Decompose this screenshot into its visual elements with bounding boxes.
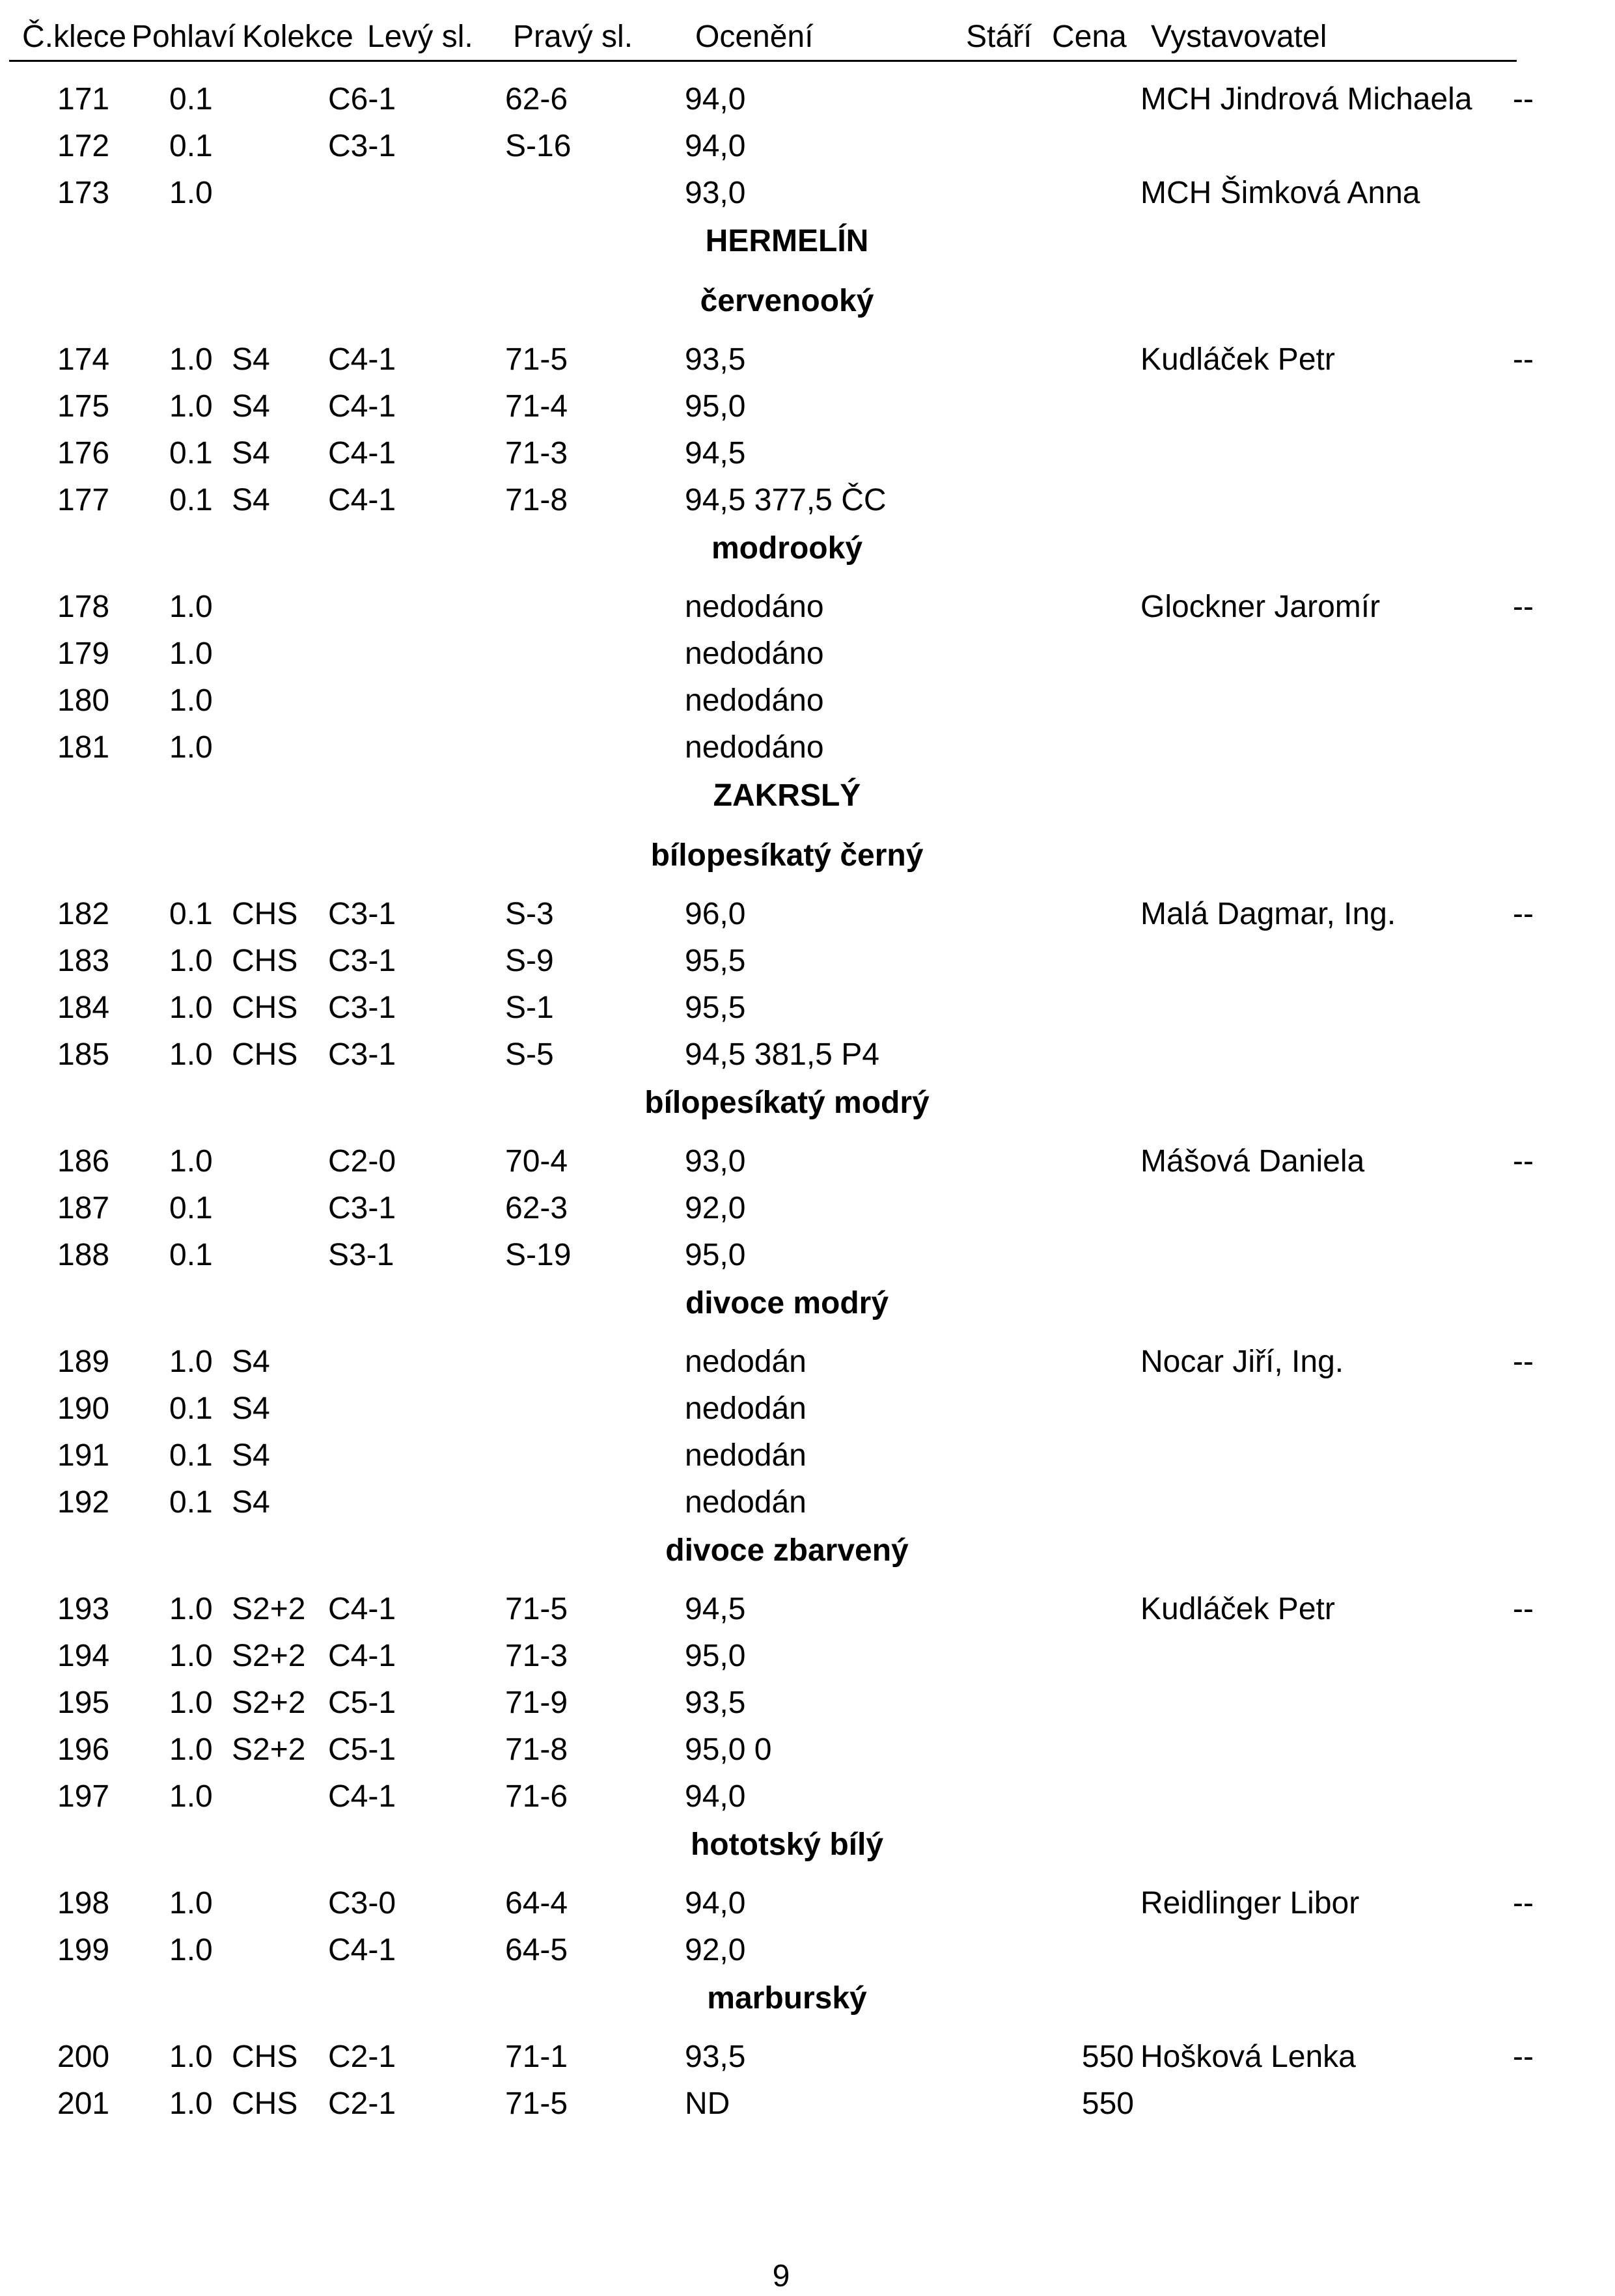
cell-right-tattoo: S-5 [505, 1037, 554, 1072]
cell-sex: 1.0 [169, 1686, 213, 1720]
cell-left-tattoo: C4-1 [328, 1592, 396, 1626]
table-row [0, 1727, 1615, 1773]
cell-left-tattoo: C5-1 [328, 1686, 396, 1720]
cell-cage-number: 182 [57, 897, 110, 931]
cell-right-tattoo: 71-5 [505, 342, 568, 377]
cell-rating: 93,0 [685, 1144, 746, 1179]
cell-rating: nedodán [685, 1345, 807, 1379]
cell-exhibitor: Kudláček Petr [1140, 1592, 1335, 1626]
table-row [0, 170, 1615, 217]
cell-right-tattoo: 71-8 [505, 483, 568, 517]
cell-left-tattoo: C6-1 [328, 82, 396, 116]
cell-right-tattoo: 71-5 [505, 1592, 568, 1626]
cell-collection: CHS [232, 1037, 298, 1072]
section-heading: divoce modrý [685, 1286, 889, 1320]
cell-collection: S4 [232, 483, 270, 517]
table-row [0, 1386, 1615, 1432]
cell-exhibitor: Hošková Lenka [1140, 2040, 1356, 2074]
table-row [0, 1880, 1615, 1927]
cell-left-tattoo: C3-1 [328, 897, 396, 931]
cell-collection: CHS [232, 991, 298, 1025]
cell-right-tattoo: S-9 [505, 944, 554, 978]
table-row [0, 1032, 1615, 1078]
cell-rating: 95,0 [685, 1639, 746, 1673]
cell-rating: 95,0 [685, 389, 746, 424]
cell-rating: 94,5 381,5 P4 [685, 1037, 879, 1072]
cell-sex: 0.1 [169, 1391, 213, 1426]
cell-cage-number: 198 [57, 1886, 110, 1920]
cell-rating: 95,5 [685, 944, 746, 978]
cell-price: 550 [1081, 2040, 1134, 2074]
cell-cage-number: 188 [57, 1238, 110, 1272]
cell-right-tattoo: 71-3 [505, 1639, 568, 1673]
cell-cage-number: 195 [57, 1686, 110, 1720]
table-row [0, 1339, 1615, 1386]
cell-cage-number: 185 [57, 1037, 110, 1072]
cell-left-tattoo: S3-1 [328, 1238, 394, 1272]
cell-cage-number: 193 [57, 1592, 110, 1626]
cell-cage-number: 178 [57, 590, 110, 624]
cell-sex: 0.1 [169, 1485, 213, 1520]
cell-rating: 95,0 [685, 1238, 746, 1272]
cell-left-tattoo: C4-1 [328, 1639, 396, 1673]
table-row [0, 677, 1615, 724]
cell-exhibitor: Reidlinger Libor [1140, 1886, 1360, 1920]
cell-right-tattoo: 71-3 [505, 436, 568, 471]
cell-sex: 1.0 [169, 1779, 213, 1814]
cell-left-tattoo: C5-1 [328, 1732, 396, 1767]
cell-collection: S4 [232, 342, 270, 377]
cell-left-tattoo: C3-1 [328, 129, 396, 163]
cell-rating: nedodáno [685, 636, 824, 671]
section-heading: bílopesíkatý modrý [644, 1086, 930, 1120]
table-row [0, 2081, 1615, 2127]
cell-collection: S2+2 [232, 1639, 306, 1673]
cell-sex: 1.0 [169, 991, 213, 1025]
cell-sex: 1.0 [169, 1345, 213, 1379]
cell-left-tattoo: C2-0 [328, 1144, 396, 1179]
cell-rating: nedodán [685, 1438, 807, 1473]
cell-sex: 1.0 [169, 342, 213, 377]
cell-collection: S4 [232, 1391, 270, 1426]
table-row [0, 631, 1615, 677]
cell-left-tattoo: C3-1 [328, 1191, 396, 1225]
cell-rating: 93,0 [685, 176, 746, 210]
cell-left-tattoo: C4-1 [328, 436, 396, 471]
table-row [0, 123, 1615, 170]
cell-collection: S4 [232, 1485, 270, 1520]
cell-mark: -- [1513, 2040, 1534, 2074]
cell-cage-number: 199 [57, 1933, 110, 1967]
table-row [0, 584, 1615, 631]
table-row [0, 2034, 1615, 2081]
cell-rating: 92,0 [685, 1191, 746, 1225]
cell-collection: S2+2 [232, 1592, 306, 1626]
cell-right-tattoo: 71-5 [505, 2086, 568, 2121]
cell-exhibitor: Glockner Jaromír [1140, 590, 1381, 624]
cell-left-tattoo: C2-1 [328, 2040, 396, 2074]
header-collection: Kolekce [242, 20, 353, 54]
cell-rating: 94,5 377,5 ČC [685, 483, 887, 517]
cell-rating: nedodáno [685, 590, 824, 624]
table-row [0, 1633, 1615, 1680]
cell-cage-number: 177 [57, 483, 110, 517]
page-number: 9 [772, 2259, 790, 2293]
cell-rating: 96,0 [685, 897, 746, 931]
cell-collection: S4 [232, 389, 270, 424]
cell-rating: 95,5 [685, 991, 746, 1025]
cell-cage-number: 191 [57, 1438, 110, 1473]
cell-right-tattoo: S-19 [505, 1238, 572, 1272]
section-heading: divoce zbarvený [665, 1533, 909, 1568]
cell-sex: 1.0 [169, 683, 213, 718]
cell-rating: 93,5 [685, 342, 746, 377]
cell-mark: -- [1513, 82, 1534, 116]
cell-rating: 92,0 [685, 1933, 746, 1967]
cell-sex: 1.0 [169, 1592, 213, 1626]
cell-cage-number: 173 [57, 176, 110, 210]
cell-rating: nedodáno [685, 683, 824, 718]
cell-collection: S4 [232, 1345, 270, 1379]
cell-sex: 0.1 [169, 1238, 213, 1272]
header-exhibitor: Vystavovatel [1151, 20, 1327, 54]
cell-sex: 1.0 [169, 1886, 213, 1920]
header-age: Stáří [966, 20, 1032, 54]
cell-sex: 0.1 [169, 436, 213, 471]
header-rating: Ocenění [695, 20, 814, 54]
table-row [0, 938, 1615, 985]
cell-rating: 94,5 [685, 436, 746, 471]
section-heading: HERMELÍN [705, 224, 869, 258]
cell-left-tattoo: C3-1 [328, 1037, 396, 1072]
cell-mark: -- [1513, 342, 1534, 377]
cell-cage-number: 192 [57, 1485, 110, 1520]
cell-mark: -- [1513, 1886, 1534, 1920]
cell-collection: S2+2 [232, 1686, 306, 1720]
cell-right-tattoo: 71-8 [505, 1732, 568, 1767]
cell-cage-number: 200 [57, 2040, 110, 2074]
cell-cage-number: 194 [57, 1639, 110, 1673]
cell-cage-number: 196 [57, 1732, 110, 1767]
section-heading: marburský [707, 1981, 867, 2016]
cell-rating: 93,5 [685, 1686, 746, 1720]
cell-cage-number: 186 [57, 1144, 110, 1179]
table-row [0, 1927, 1615, 1974]
cell-exhibitor: MCH Jindrová Michaela [1140, 82, 1472, 116]
table-row [0, 1586, 1615, 1633]
header-divider [9, 60, 1517, 62]
section-heading: bílopesíkatý černý [650, 838, 924, 873]
cell-cage-number: 197 [57, 1779, 110, 1814]
cell-left-tattoo: C3-1 [328, 944, 396, 978]
cell-cage-number: 176 [57, 436, 110, 471]
cell-sex: 1.0 [169, 2086, 213, 2121]
table-row [0, 1680, 1615, 1727]
cell-right-tattoo: 71-4 [505, 389, 568, 424]
cell-left-tattoo: C3-0 [328, 1886, 396, 1920]
cell-rating: nedodáno [685, 730, 824, 765]
table-row [0, 1185, 1615, 1232]
cell-sex: 1.0 [169, 1037, 213, 1072]
cell-collection: S4 [232, 1438, 270, 1473]
cell-sex: 0.1 [169, 1191, 213, 1225]
cell-sex: 0.1 [169, 129, 213, 163]
cell-sex: 1.0 [169, 176, 213, 210]
cell-sex: 0.1 [169, 82, 213, 116]
cell-cage-number: 180 [57, 683, 110, 718]
cell-left-tattoo: C2-1 [328, 2086, 396, 2121]
cell-rating: 93,5 [685, 2040, 746, 2074]
cell-mark: -- [1513, 1345, 1534, 1379]
cell-mark: -- [1513, 590, 1534, 624]
cell-sex: 1.0 [169, 730, 213, 765]
cell-sex: 1.0 [169, 1144, 213, 1179]
cell-rating: 95,0 0 [685, 1732, 772, 1767]
cell-rating: 94,0 [685, 82, 746, 116]
table-row [0, 985, 1615, 1032]
cell-sex: 1.0 [169, 1732, 213, 1767]
cell-left-tattoo: C4-1 [328, 342, 396, 377]
cell-mark: -- [1513, 1144, 1534, 1179]
cell-right-tattoo: 64-5 [505, 1933, 568, 1967]
cell-sex: 1.0 [169, 636, 213, 671]
header-left-tattoo: Levý sl. [367, 20, 473, 54]
cell-right-tattoo: 62-6 [505, 82, 568, 116]
section-heading: červenooký [700, 284, 874, 318]
cell-sex: 1.0 [169, 2040, 213, 2074]
cell-cage-number: 183 [57, 944, 110, 978]
cell-left-tattoo: C4-1 [328, 1933, 396, 1967]
cell-cage-number: 190 [57, 1391, 110, 1426]
cell-rating: 94,0 [685, 129, 746, 163]
header-cage-no: Č.klece [22, 20, 127, 54]
cell-sex: 1.0 [169, 1933, 213, 1967]
cell-sex: 0.1 [169, 483, 213, 517]
cell-right-tattoo: S-1 [505, 991, 554, 1025]
table-row [0, 477, 1615, 524]
cell-rating: 94,0 [685, 1779, 746, 1814]
table-row [0, 1773, 1615, 1820]
table-row [0, 724, 1615, 771]
section-heading: ZAKRSLÝ [713, 778, 861, 813]
cell-rating: nedodán [685, 1485, 807, 1520]
cell-sex: 0.1 [169, 1438, 213, 1473]
table-row [0, 1432, 1615, 1479]
cell-sex: 1.0 [169, 590, 213, 624]
table-row [0, 430, 1615, 477]
table-row [0, 891, 1615, 938]
cell-mark: -- [1513, 897, 1534, 931]
header-price: Cena [1052, 20, 1127, 54]
cell-exhibitor: Malá Dagmar, Ing. [1140, 897, 1396, 931]
cell-sex: 1.0 [169, 389, 213, 424]
cell-left-tattoo: C4-1 [328, 483, 396, 517]
table-row [0, 76, 1615, 123]
cell-right-tattoo: 71-9 [505, 1686, 568, 1720]
cell-left-tattoo: C4-1 [328, 389, 396, 424]
cell-right-tattoo: 71-1 [505, 2040, 568, 2074]
cell-cage-number: 171 [57, 82, 110, 116]
header-sex: Pohlaví [131, 20, 236, 54]
table-row [0, 336, 1615, 383]
cell-cage-number: 179 [57, 636, 110, 671]
cell-rating: nedodán [685, 1391, 807, 1426]
section-heading: hototský bílý [690, 1827, 884, 1862]
cell-cage-number: 189 [57, 1345, 110, 1379]
cell-sex: 0.1 [169, 897, 213, 931]
cell-right-tattoo: 62-3 [505, 1191, 568, 1225]
cell-cage-number: 184 [57, 991, 110, 1025]
cell-cage-number: 201 [57, 2086, 110, 2121]
cell-rating: 94,5 [685, 1592, 746, 1626]
cell-right-tattoo: 71-6 [505, 1779, 568, 1814]
table-row [0, 1232, 1615, 1279]
cell-cage-number: 175 [57, 389, 110, 424]
cell-sex: 1.0 [169, 1639, 213, 1673]
cell-left-tattoo: C4-1 [328, 1779, 396, 1814]
cell-collection: CHS [232, 897, 298, 931]
cell-collection: CHS [232, 944, 298, 978]
cell-exhibitor: Nocar Jiří, Ing. [1140, 1345, 1344, 1379]
table-row [0, 1138, 1615, 1185]
cell-rating: ND [685, 2086, 730, 2121]
cell-left-tattoo: C3-1 [328, 991, 396, 1025]
cell-collection: CHS [232, 2040, 298, 2074]
cell-rating: 94,0 [685, 1886, 746, 1920]
cell-cage-number: 187 [57, 1191, 110, 1225]
cell-collection: S2+2 [232, 1732, 306, 1767]
cell-collection: S4 [232, 436, 270, 471]
cell-mark: -- [1513, 1592, 1534, 1626]
cell-exhibitor: MCH Šimková Anna [1140, 176, 1420, 210]
cell-right-tattoo: S-3 [505, 897, 554, 931]
cell-cage-number: 181 [57, 730, 110, 765]
cell-cage-number: 174 [57, 342, 110, 377]
cell-collection: CHS [232, 2086, 298, 2121]
cell-right-tattoo: 70-4 [505, 1144, 568, 1179]
cell-cage-number: 172 [57, 129, 110, 163]
section-heading: modrooký [711, 531, 863, 566]
header-right-tattoo: Pravý sl. [513, 20, 633, 54]
cell-right-tattoo: S-16 [505, 129, 572, 163]
cell-right-tattoo: 64-4 [505, 1886, 568, 1920]
table-row [0, 1479, 1615, 1526]
cell-exhibitor: Kudláček Petr [1140, 342, 1335, 377]
cell-sex: 1.0 [169, 944, 213, 978]
table-row [0, 383, 1615, 430]
cell-exhibitor: Mášová Daniela [1140, 1144, 1365, 1179]
cell-price: 550 [1081, 2086, 1134, 2121]
